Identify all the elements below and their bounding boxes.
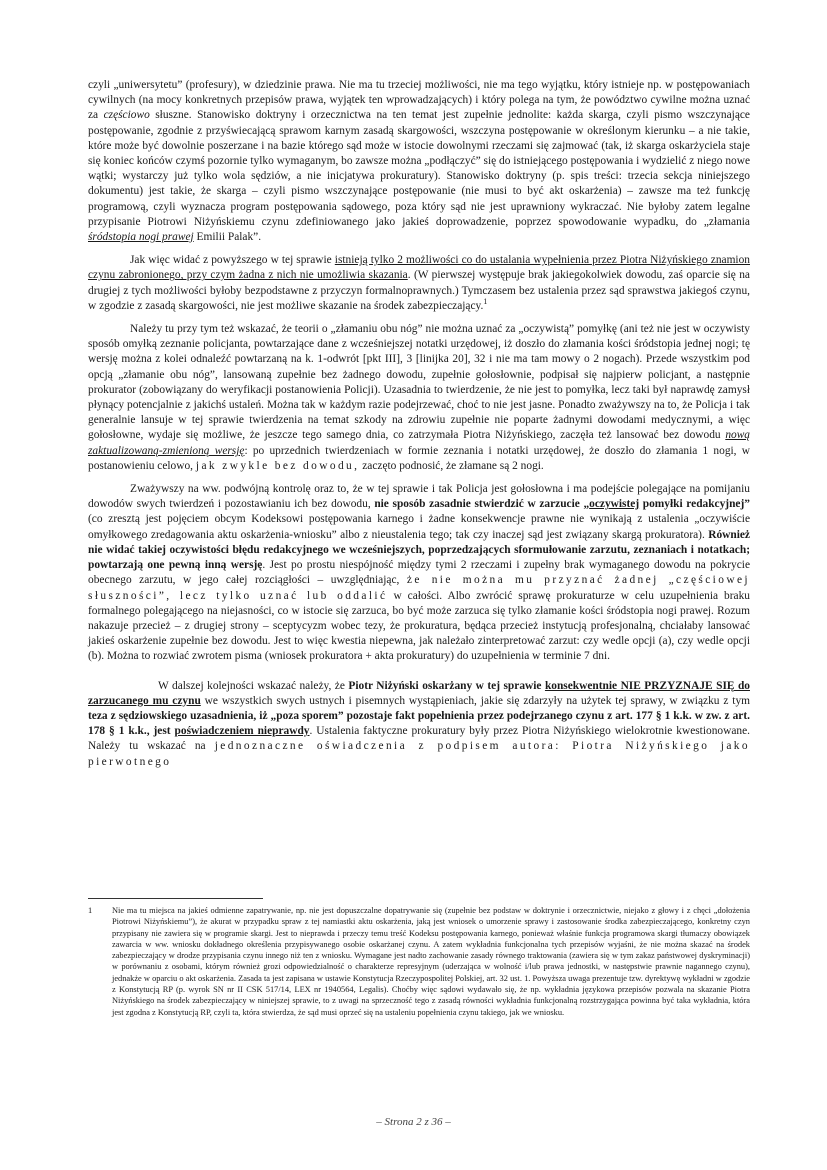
footnote-ref: 1 [483, 297, 488, 307]
paragraph-1: czyli „uniwersytetu” (profesury), w dziedzinie prawa. Nie ma tu trzeciej możliwości, nie ma tego wyjątku, który istnieje np. w postępowaniach cywilnych (na mocy konkretnych przepisów prawa, wyjątek ten wprowadzających) i który polega na tym, że powództwo cywilne można uznać za częściowo słuszne. Stanowisko doktryny i orzecznictwa na ten temat jest zupełnie jednolite: każda skarga, czyli pismo wszczynające postępowanie, zgodnie z przyświecającą sprawom karnym zasadą skargowości, wszczyna postępowanie w określonym kierunku – a nie takie, które może być dowolnie poszerzane i na bazie którego sąd może w istocie dowolnymi rzeczami się zajmować (tak, iż skarga oskarżyciela staje się koniec końców czymś pozornie tylko wymaganym, bo zawsze można „podłączyć” się do istniejącego postępowania i wydzielić z niego nowe wątki; wystarczy już tylko wola sędziów, a nie inicjatywa prokuratury). Stanowisko doktryny (p. spis treści: trzecia sekcja niniejszego dokumentu) jest takie, że skarga – czyli pismo wszczynające postępowanie (nie musi to być akt oskarżenia) – zawsze ma też funkcję programową, czyli wyznacza program postępowania sądowego, poza który sąd nie jest uprawniony wykraczać. Nie byłoby zatem legalne przypisanie Piotrowi Niżyńskiemu czynu zdefiniowanego jako jakieś doprowadzenie, poprzez spowodowanie wypadku, do „złamania śródstopia nogi prawej Emilii Palak”. [88, 79, 750, 244]
footnote-text: Nie ma tu miejsca na jakieś odmienne zapatrywanie, np. nie jest dopuszczalne dopatrywanie się (zupełnie bez podstaw w doktrynie i orzecznictwie, niejako z głowy i z chęci „dołożenia Piotrowi Niżyńskiemu”), że akurat w przypadku spraw z tej namiastki aktu oskarżenia, jaką jest wniosek o umorzenie sprawy i zastosowanie środka zabezpieczającego, konkretny czyn przypisany nie zawiera się w programie skargi. Jest to nieprawda i przeczy temu treść Kodeksu postępowania karnego, ponieważ właśnie funkcja programowa skargi tłumaczy obowiązek zawarcia w ww. wniosku dokładnego określenia przypisywanego osobie oskarżanej czynu. A zatem wykładnia funkcjonalna tych przepisów wyjaśni, że nie można skazać na środek zabezpieczający w drodze przypisania czynu innego niż ten z wniosku. Wymagane jest nadto zachowanie zasady równego traktowania (zawiera się w tym zakaz państwowej dyskryminacji) w porównaniu z osobami, którym również grozi odpowiedzialność o charakterze represyjnym (uderzająca w wolność i/lub prawa jednostki, w następstwie prawnie nagannego czynu), jednakże w oparciu o akt oskarżenia. Zasada ta jest zapisana w ustawie Konstytucja Rzeczypospolitej Polskiej, art. 32 ust. 1. Powyższa uwaga prezentuje tzw. dyrektywę wykładni w zgodzie z Konstytucją RP (p. wyrok SN nr II CSK 517/14, LEX nr 1940564, Legalis). Choćby więc sądowi wydawało się, że np. wykładnia językowa przepisów pozwala na skazanie Piotra Niżyńskiego na środek zabezpieczający w niniejszej sprawie, to z uwagi na sprzeczność tego z zasadą równości wykładnia funkcjonalną rozstrzygająca powinna być taka wykładnia, która jest zgodna z Konstytucją RP, czyli ta, która stwierdza, że sąd musi oprzeć się na ustaleniu popełnienia czynu takiego, jak we wniosku. [112, 906, 750, 1017]
footnote-separator [88, 898, 263, 899]
paragraph-5: W dalszej kolejności wskazać należy, że Piotr Niżyński oskarżany w tej sprawie konsekwentnie NIE PRZYZNAJE SIĘ do zarzucanego mu czynu we wszystkich swych ustnych i pisemnych wystąpieniach, jakie się zdarzyły na użytek tej sprawy, w związku z tym teza z sędziowskiego uzasadnienia, iż „poza sporem” pozostaje fakt popełnienia przez podejrzanego czynu z art. 177 § 1 k.k. w zw. z art. 178 § 1 k.k., jest poświadczeniem nieprawdy. Ustalenia faktyczne prokuratury były przez Piotra Niżyńskiego wielokrotnie kwestionowane. Należy tu wskazać na jednoznaczne oświadczenia z podpisem autora: Piotra Niżyńskiego jako pierwotnego [88, 679, 751, 768]
paragraph-3: Należy tu przy tym też wskazać, że teorii o „złamaniu obu nóg” nie można uznać za „oczywistą” pomyłkę (ani też nie jest w oczywisty sposób omyłką zeznanie policjanta, powtarzające dane z wcześniejszej notatki urzędowej, iż doszło do złamania kości śródstopia jednej nogi; tę wersję można z kolei odnaleźć powtarzaną na k. 1-odwrót [pkt III], 3 [linijka 20], 32 i nie ma tam mowy o 2 nogach). Przede wszystkim pod opcją „złamanie obu nóg”, lansowaną zupełnie bez żadnego dowodu, zupełnie gołosłownie, podpisał się najpierw policjant, a następnie prokurator (zobowiązany do weryfikacji postanowienia Policji). Uzasadnia to twierdzenie, że nie jest to pomyłka, lecz taki był naprawdę zamysł płynący potencjalnie z jakichś ustaleń. Można tak w każdym razie podejrzewać, choć to nie jest jasne. Ponadto zważywszy na to, że Policja i tak generalnie lansuje w tej sprawie twierdzenia na temat szkody na zdrowiu zupełnie nie poparte żadnymi dowodami medycznymi, a więc gołosłowne, wydaje się możliwe, że jeszcze tego samego dnia, co zatrzymała Piotra Niżyńskiego, zaczęła też lansować bez dowodu nową zaktualizowaną-zmienioną wersję: po uprzednich twierdzeniach w formie zeznania i notatki urzędowej, że doszło do złamania 1 nogi, w postanowieniu celowo, jak zwykle bez dowodu, zaczęto podnosić, że złamane są 2 nogi. [88, 323, 750, 472]
footnote [88, 905, 750, 1018]
page-number: – Strona 2 z 36 – [376, 1116, 451, 1128]
paragraph-4: Zważywszy na ww. podwójną kontrolę oraz to, że w tej sprawie i tak Policja jest gołosłowna i ma podejście polegające na pomijaniu dowodów swych twierdzeń i pozostawianiu ich bez dowodu, nie sposób zasadnie stwierdzić w zarzucie „oczywistej pomyłki redakcyjnej” (co zresztą jest pojęciem obcym Kodeksowi postępowania karnego i żadne konsekwencje prawne nie wynikają z ustalenia „oczywiście omyłkowego zredagowania aktu oskarżenia-wniosku” albo z nieustalenia tego; tak czy inaczej sąd jest związany skargą prokuratora). Również nie widać takiej oczywistości błędu redakcyjnego we wcześniejszych, poprzedzających sformułowanie zarzutu, zeznaniach i notatkach; powtarzają one pewną inną wersję. Jest po prostu niespójność między tymi 2 rzeczami i zupełny brak wymaganego dowodu na pokrycie obecnego zarzutu, w jego całej rozciągłości – uwzględniając, że nie można mu przyznać żadnej „częściowej słuszności”, lecz tylko uznać lub oddalić w całości. Albo zwrócić sprawę prokuraturze w celu uzupełnienia braku formalnego polegającego na niejasności, co w istocie się zarzuca, bo być może zarzuca się tylko złamanie kości śródstopia nogi prawej. Rozum nakazuje przecież – z drugiej strony – sceptycyzm wobec tezy, że prokuratura, będąca przecież instytucją profesjonalną, chciałaby lansować jakieś oskarżenie zupełnie bez dowodu. Jest to więc kwestia niepewna, jak należało zinterpretować zarzut: czy wedle opcji (a), czy wedle opcji (b). Można to rozwiać zwrotem pisma (wniosek prokuratora + akta prokuratury) do uzupełnienia w terminie 7 dni. [88, 483, 751, 663]
paragraph-2: Jak więc widać z powyższego w tej sprawie istnieją tylko 2 możliwości co do ustalania wypełnienia przez Piotra Niżyńskiego znamion czynu zabronionego, przy czym żadna z nich nie umożliwia skazania. (W pierwszej występuje brak jakiegokolwiek dowodu, zaś oparcie się na drugiej z tych możliwości byłoby bezpodstawne z przyczyn formalnoprawnych.) Tymczasem bez ustalenia przez sąd sprawstwa jakiegoś czynu, w zgodzie z zasadą skargowości, nie jest możliwe skazanie na środek zabezpieczający.$^1$ [88, 254, 750, 312]
main-text [88, 78, 750, 778]
footnote-number: 1 [88, 906, 93, 915]
